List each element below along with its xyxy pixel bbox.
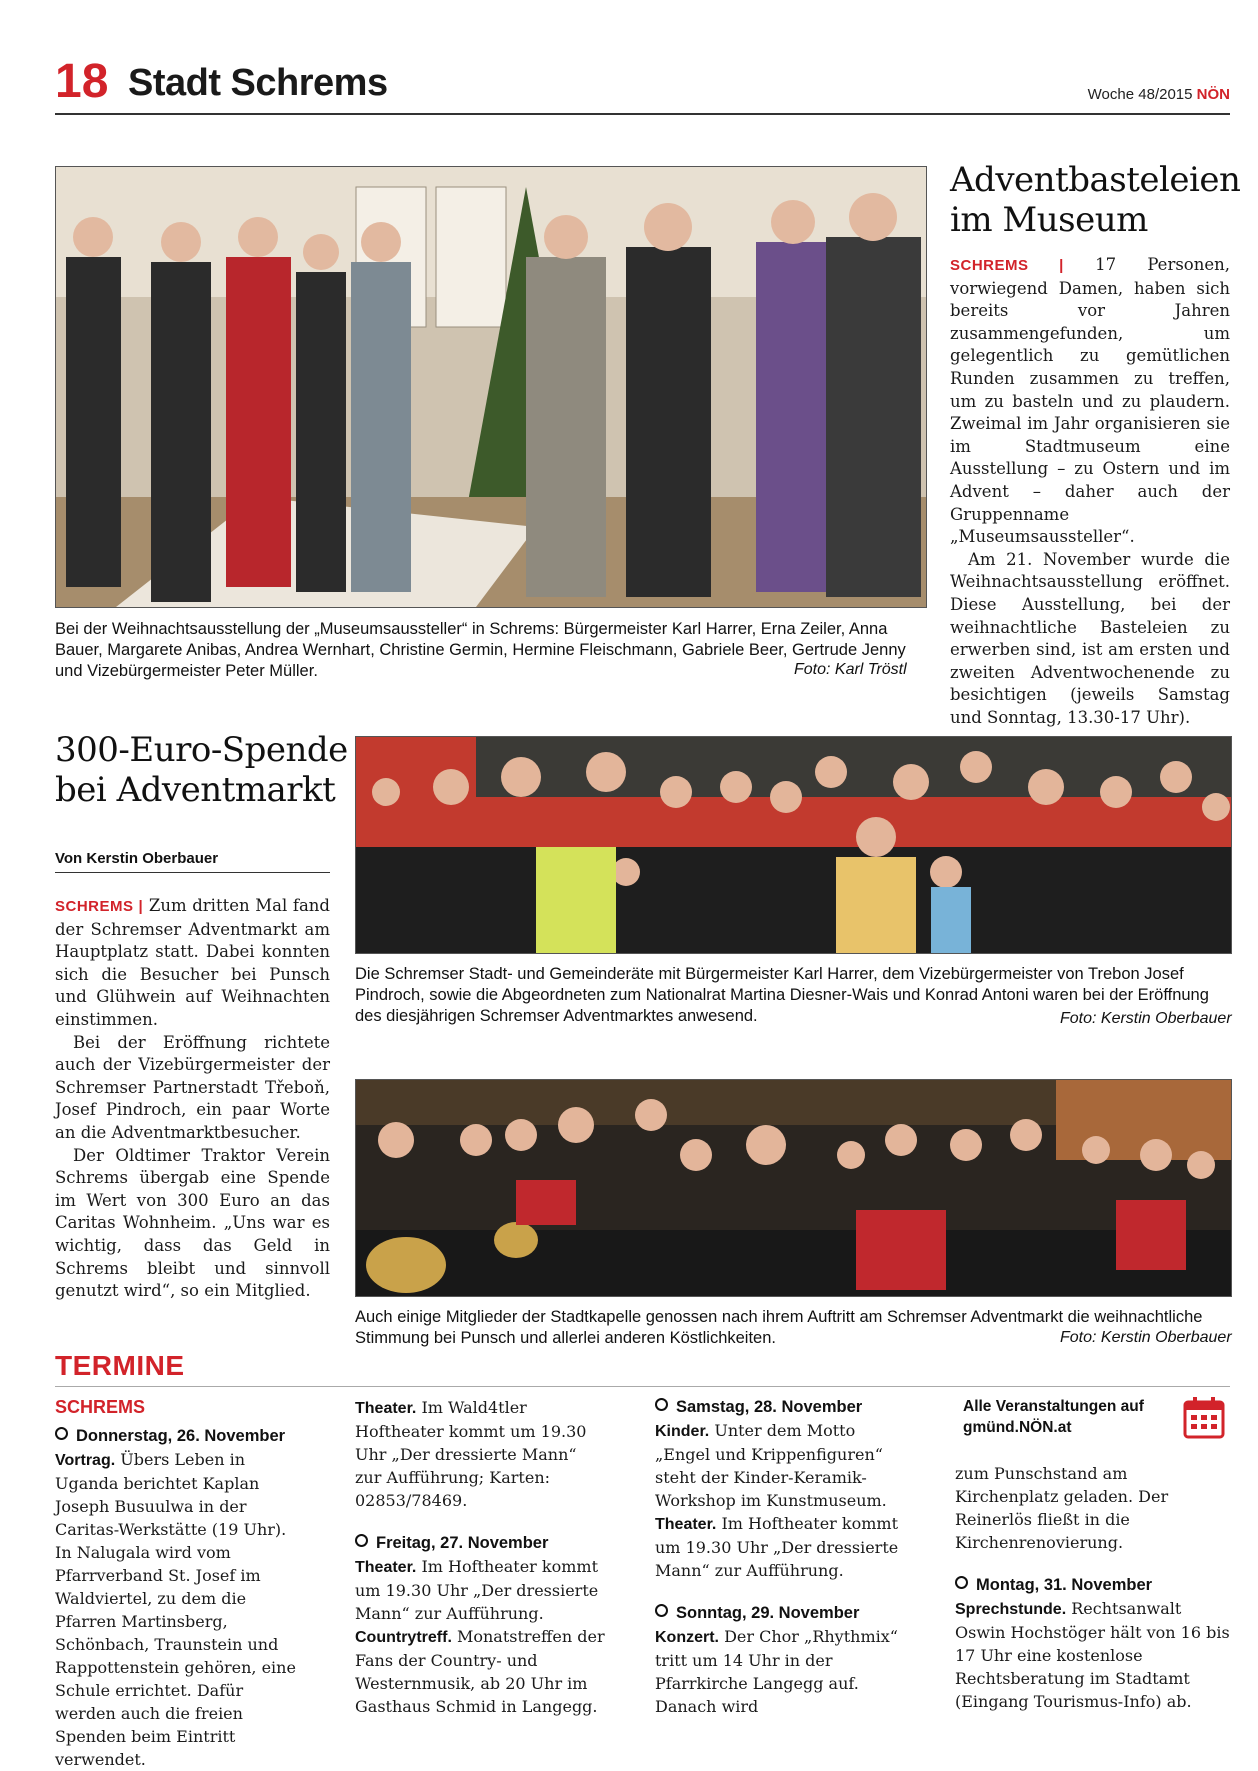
termine-category: Theater. [355, 1559, 417, 1576]
issue-week: Woche 48/2015 [1087, 86, 1193, 103]
termine-entry [655, 1625, 905, 1718]
termine-date [355, 1532, 605, 1555]
termine-category: Kinder. [655, 1423, 710, 1440]
termine-entry: zum Punschstand am Kirchenplatz geladen. Der Reinerlös fließt in die Kirchenrenovierung. [955, 1464, 1169, 1552]
termine-date-text: Sonntag, 29. November [676, 1604, 860, 1622]
photo-credit-museum: Foto: Karl Tröstl [794, 661, 907, 678]
termine-entry [355, 1555, 605, 1625]
termine-text: Der Chor „Rhythmix“ tritt um 14 Uhr in der Pfarrkirche Langegg auf. Danach wird [655, 1627, 898, 1716]
article-paragraph: Der Oldtimer Traktor Verein Schrems übergab eine Spende im Wert von 300 Euro an das Caritas Wohnheim. „Uns war es wichtig, dass das Geld in Schrems bleibt und sinnvoll genutzt wird“, so ein Mitglied. [55, 1145, 330, 1301]
termine-entry [655, 1512, 905, 1582]
article-body-adventmarkt [55, 895, 330, 1303]
bullet-ring-icon [355, 1534, 368, 1547]
termine-entry [955, 1597, 1230, 1713]
termine-place: SCHREMS [55, 1397, 146, 1417]
photo-credit-stadtkapelle: Foto: Kerstin Oberbauer [1060, 1329, 1232, 1346]
article-paragraph: Am 21. November wurde die Weihnachtsausstellung eröffnet. Diese Ausstellung, bei der weihnachtliche Basteleien zu erwerben sind, ist am ersten und zweiten Adventwochenende zu besichtigen (jeweils Samstag und Sonntag, 13.30-17 Uhr). [950, 549, 1230, 727]
headline-adventbasteleien [950, 160, 1241, 240]
bullet-ring-icon [655, 1604, 668, 1617]
paragraph-text: Zum dritten Mal fand der Schremser Adventmarkt am Hauptplatz statt. Dabei konnten sich die Besucher bei Punsch und Glühwein auf Weihnachten einstimmen. [55, 896, 330, 1029]
termine-text: Unter dem Motto „Engel und Krippenfiguren“ steht der Kinder-Keramik-Workshop im Kunstmuseum. [655, 1421, 887, 1510]
termine-text: Rechtsanwalt Oswin Hochstöger hält von 16 bis 17 Uhr eine kostenlose Rechtsberatung im Stadtamt (Eingang Tourismus-Info) ab. [955, 1599, 1230, 1711]
page-number: 18 [55, 55, 109, 108]
headline-euro-spende [55, 730, 355, 810]
termine-category: Vortrag. [55, 1452, 116, 1469]
photo-caption-stadtkapelle: Auch einige Mitglieder der Stadtkapelle genossen nach ihrem Auftritt am Schremser Adventmarkt die weihnachtliche Stimmung bei Punsch und allerlei anderen Köstlichkeiten. [355, 1308, 1203, 1347]
termine-entry [55, 1448, 305, 1771]
termine-date-text: Donnerstag, 26. November [76, 1427, 286, 1445]
all-events-box [955, 1396, 1230, 1448]
section-title: Stadt Schrems [128, 62, 388, 104]
all-events-line: gmünd.NÖN.at [963, 1419, 1072, 1436]
all-events-line: Alle Veranstaltungen auf [963, 1398, 1144, 1415]
header-rule [55, 113, 1230, 115]
article-paragraph: Bei der Eröffnung richtete auch der Vizebürgermeister der Schremser Partnerstadt Třeboň, Josef Pindroch, ein paar Worte an die Adventmarktbesucher. [55, 1032, 330, 1142]
byline: Von Kerstin Oberbauer [55, 850, 219, 867]
termine-spacer [655, 1582, 905, 1596]
termine-text: Übers Leben in Uganda berichtet Kaplan Joseph Busuulwa in der Caritas-Werkstätte (19 Uhr). In Nalugala wird vom Pfarrverband St. Josef im Waldviertel, zu dem die Pfarren Martinsberg, Schönbach, Traunstein und Rappottenstein gehören, eine Schule errichtet. Dafür werden auch die freien Spenden beim Eintritt verwendet. [55, 1450, 296, 1769]
termine-spacer [355, 1512, 605, 1526]
termine-date-text: Montag, 31. November [976, 1576, 1153, 1594]
photo-credit-council: Foto: Kerstin Oberbauer [1060, 1010, 1232, 1027]
termine-entry [655, 1419, 905, 1512]
article-body-museum [950, 254, 1230, 729]
photo-caption-council: Die Schremser Stadt- und Gemeinderäte mit Bürgermeister Karl Harrer, dem Vizebürgermeister von Trebon Josef Pindroch, sowie die Abgeordneten zum Nationalrat Martina Diesner-Wais und Konrad Antoni waren bei der Eröffnung des diesjährigen Schremser Adventmarktes anwesend. [355, 965, 1209, 1025]
headline-line: im Museum [950, 200, 1148, 240]
termine-entry [355, 1625, 605, 1718]
bullet-ring-icon [955, 1576, 968, 1589]
photo-council-members [355, 736, 1232, 954]
brand-logo: NÖN [1196, 86, 1230, 103]
termine-date [55, 1425, 305, 1448]
termine-date-text: Freitag, 27. November [376, 1534, 549, 1552]
termine-text: Im Hoftheater kommt um 19.30 Uhr „Der dressierte Mann“ zur Aufführung. [355, 1557, 599, 1623]
issue-label [1088, 86, 1230, 103]
bullet-ring-icon [655, 1398, 668, 1411]
photo-museum-exhibitors [55, 166, 927, 608]
dateline: SCHREMS | [55, 898, 144, 915]
termine-title: TERMINE [55, 1350, 185, 1381]
calendar-icon [1182, 1396, 1226, 1440]
termine-text: Monatstreffen der Fans der Country- und Westernmusik, ab 20 Uhr im Gasthaus Schmid in Langegg. [355, 1627, 605, 1716]
termine-spacer [955, 1554, 1230, 1568]
termine-column-2 [355, 1396, 605, 1718]
termine-category: Sprechstunde. [955, 1601, 1067, 1618]
termine-date [655, 1396, 905, 1419]
termine-category: Konzert. [655, 1629, 719, 1646]
termine-category: Theater. [355, 1400, 417, 1417]
paragraph-text: 17 Personen, vorwiegend Damen, haben sich bereits vor Jahren zusammengefunden, um gelegentlich zu gemütlichen Runden zusammen zu treffen, um zu basteln und zu plaudern. Zweimal im Jahr organisieren sie im Stadtmuseum eine Ausstellung – zu Ostern und im Advent – daher auch der Gruppenname „Museumsaussteller“. [950, 255, 1230, 547]
termine-text: Im Hoftheater kommt um 19.30 Uhr „Der dressierte Mann“ zur Aufführung. [655, 1514, 899, 1580]
photo-caption-museum: Bei der Weihnachtsausstellung der „Museumsaussteller“ in Schrems: Bürgermeister Karl Harrer, Erna Zeiler, Anna Bauer, Margarete Anibas, Andrea Wernhart, Christine Germin, Hermine Fleischmann, Gabriele Beer, Gertrude Jenny und Vizebürgermeister Peter Müller. [55, 620, 906, 680]
termine-date [655, 1602, 905, 1625]
termine-date [955, 1574, 1230, 1597]
termine-column-3 [655, 1396, 905, 1718]
termine-date-text: Samstag, 28. November [676, 1398, 863, 1416]
article-paragraph [950, 254, 1230, 549]
bullet-ring-icon [55, 1427, 68, 1440]
dateline: SCHREMS | [950, 257, 1064, 274]
article-paragraph [55, 895, 330, 1032]
headline-line: bei Adventmarkt [55, 770, 336, 810]
termine-category: Theater. [655, 1516, 717, 1533]
termine-category: Countrytreff. [355, 1629, 452, 1646]
photo-stadtkapelle [355, 1079, 1232, 1297]
termine-column-1 [55, 1396, 305, 1771]
byline-rule [55, 872, 330, 873]
headline-line: Adventbasteleien [950, 160, 1241, 200]
headline-line: 300-Euro-Spende [55, 730, 348, 770]
termine-entry [355, 1396, 605, 1512]
termine-column-4 [955, 1396, 1230, 1713]
termine-spacer [955, 1448, 1230, 1462]
termine-rule [55, 1386, 1230, 1387]
termine-text: Im Wald4tler Hoftheater kommt um 19.30 Uhr „Der dressierte Mann“ zur Aufführung; Karten: 02853/78469. [355, 1398, 587, 1510]
